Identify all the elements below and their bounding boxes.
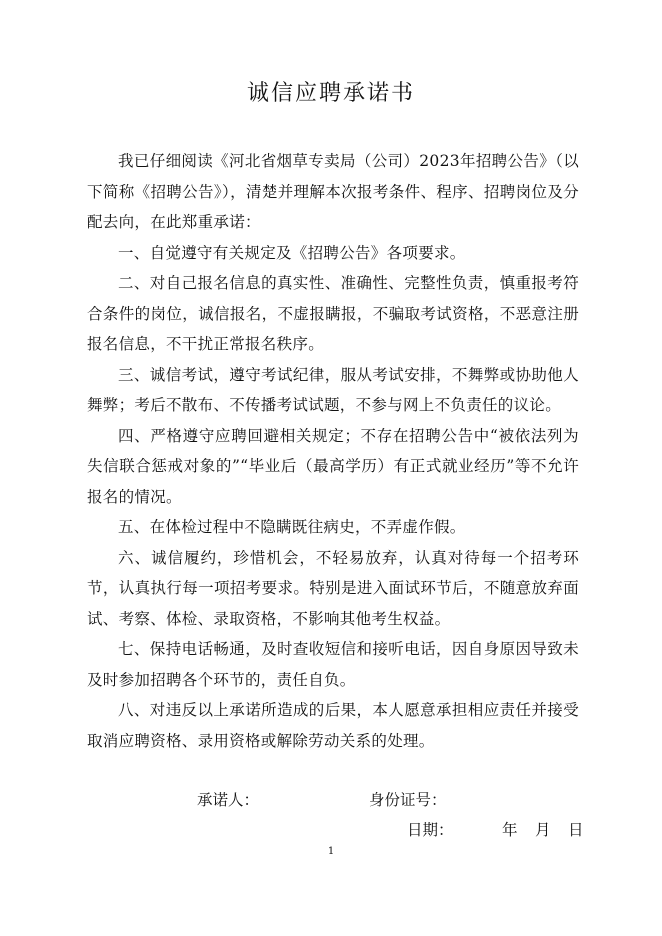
document-title: 诚信应聘承诺书 [246, 81, 415, 106]
commitment-item-2: 二、对自己报名信息的真实性、准确性、完整性负责，慎重报考符合条件的岗位，诚信报名，不虚报瞒报，不骗取考试资格，不恶意注册报名信息，不干扰正常报名秩序。 [87, 274, 579, 353]
intro-paragraph: 我已仔细阅读《河北省烟草专卖局（公司）2023年招聘公告》（以下简称《招聘公告》），清楚并理解本次报考条件、程序、招聘岗位及分配去向，在此郑重承诺： [87, 152, 579, 231]
date-label: 日期： [407, 821, 454, 839]
page-number: 1 [327, 846, 335, 857]
date-day-label: 日 [568, 821, 584, 839]
commitment-item-6: 六、诚信履约，珍惜机会，不轻易放弃，认真对待每一个招考环节，认真执行每一项招考要求。特别是进入面试环节后，不随意放弃面试、考察、体检、录取资格，不影响其他考生权益。 [87, 548, 579, 628]
commitment-item-8: 八、对违反以上承诺所造成的后果，本人愿意承担相应责任并接受取消应聘资格、录用资格或解除劳动关系的处理。 [87, 701, 579, 750]
date-month-label: 月 [535, 821, 551, 839]
document-body [87, 146, 579, 756]
id-number-label: 身份证号： [369, 791, 447, 809]
commitment-item-7: 七、保持电话畅通，及时查收短信和接听电话，因自身原因导致未及时参加招聘各个环节的，责任自负。 [87, 640, 579, 689]
commitment-item-1: 一、自觉遵守有关规定及《招聘公告》各项要求。 [118, 243, 466, 262]
commitment-item-5: 五、在体检过程中不隐瞒既往病史，不弄虚作假。 [118, 518, 466, 536]
date-year-label: 年 [502, 821, 518, 839]
commitment-item-4: 四、严格遵守应聘回避相关规定；不存在招聘公告中“被依法列为失信联合惩戒对象的”“毕业后（最高学历）有正式就业经历”等不允许报名的情况。 [87, 426, 579, 506]
signer-label: 承诺人： [197, 791, 260, 809]
commitment-item-3: 三、诚信考试，遵守考试纪律，服从考试安排，不舞弊或协助他人舞弊；考后不散布、不传播考试试题，不参与网上不负责任的议论。 [87, 365, 579, 414]
